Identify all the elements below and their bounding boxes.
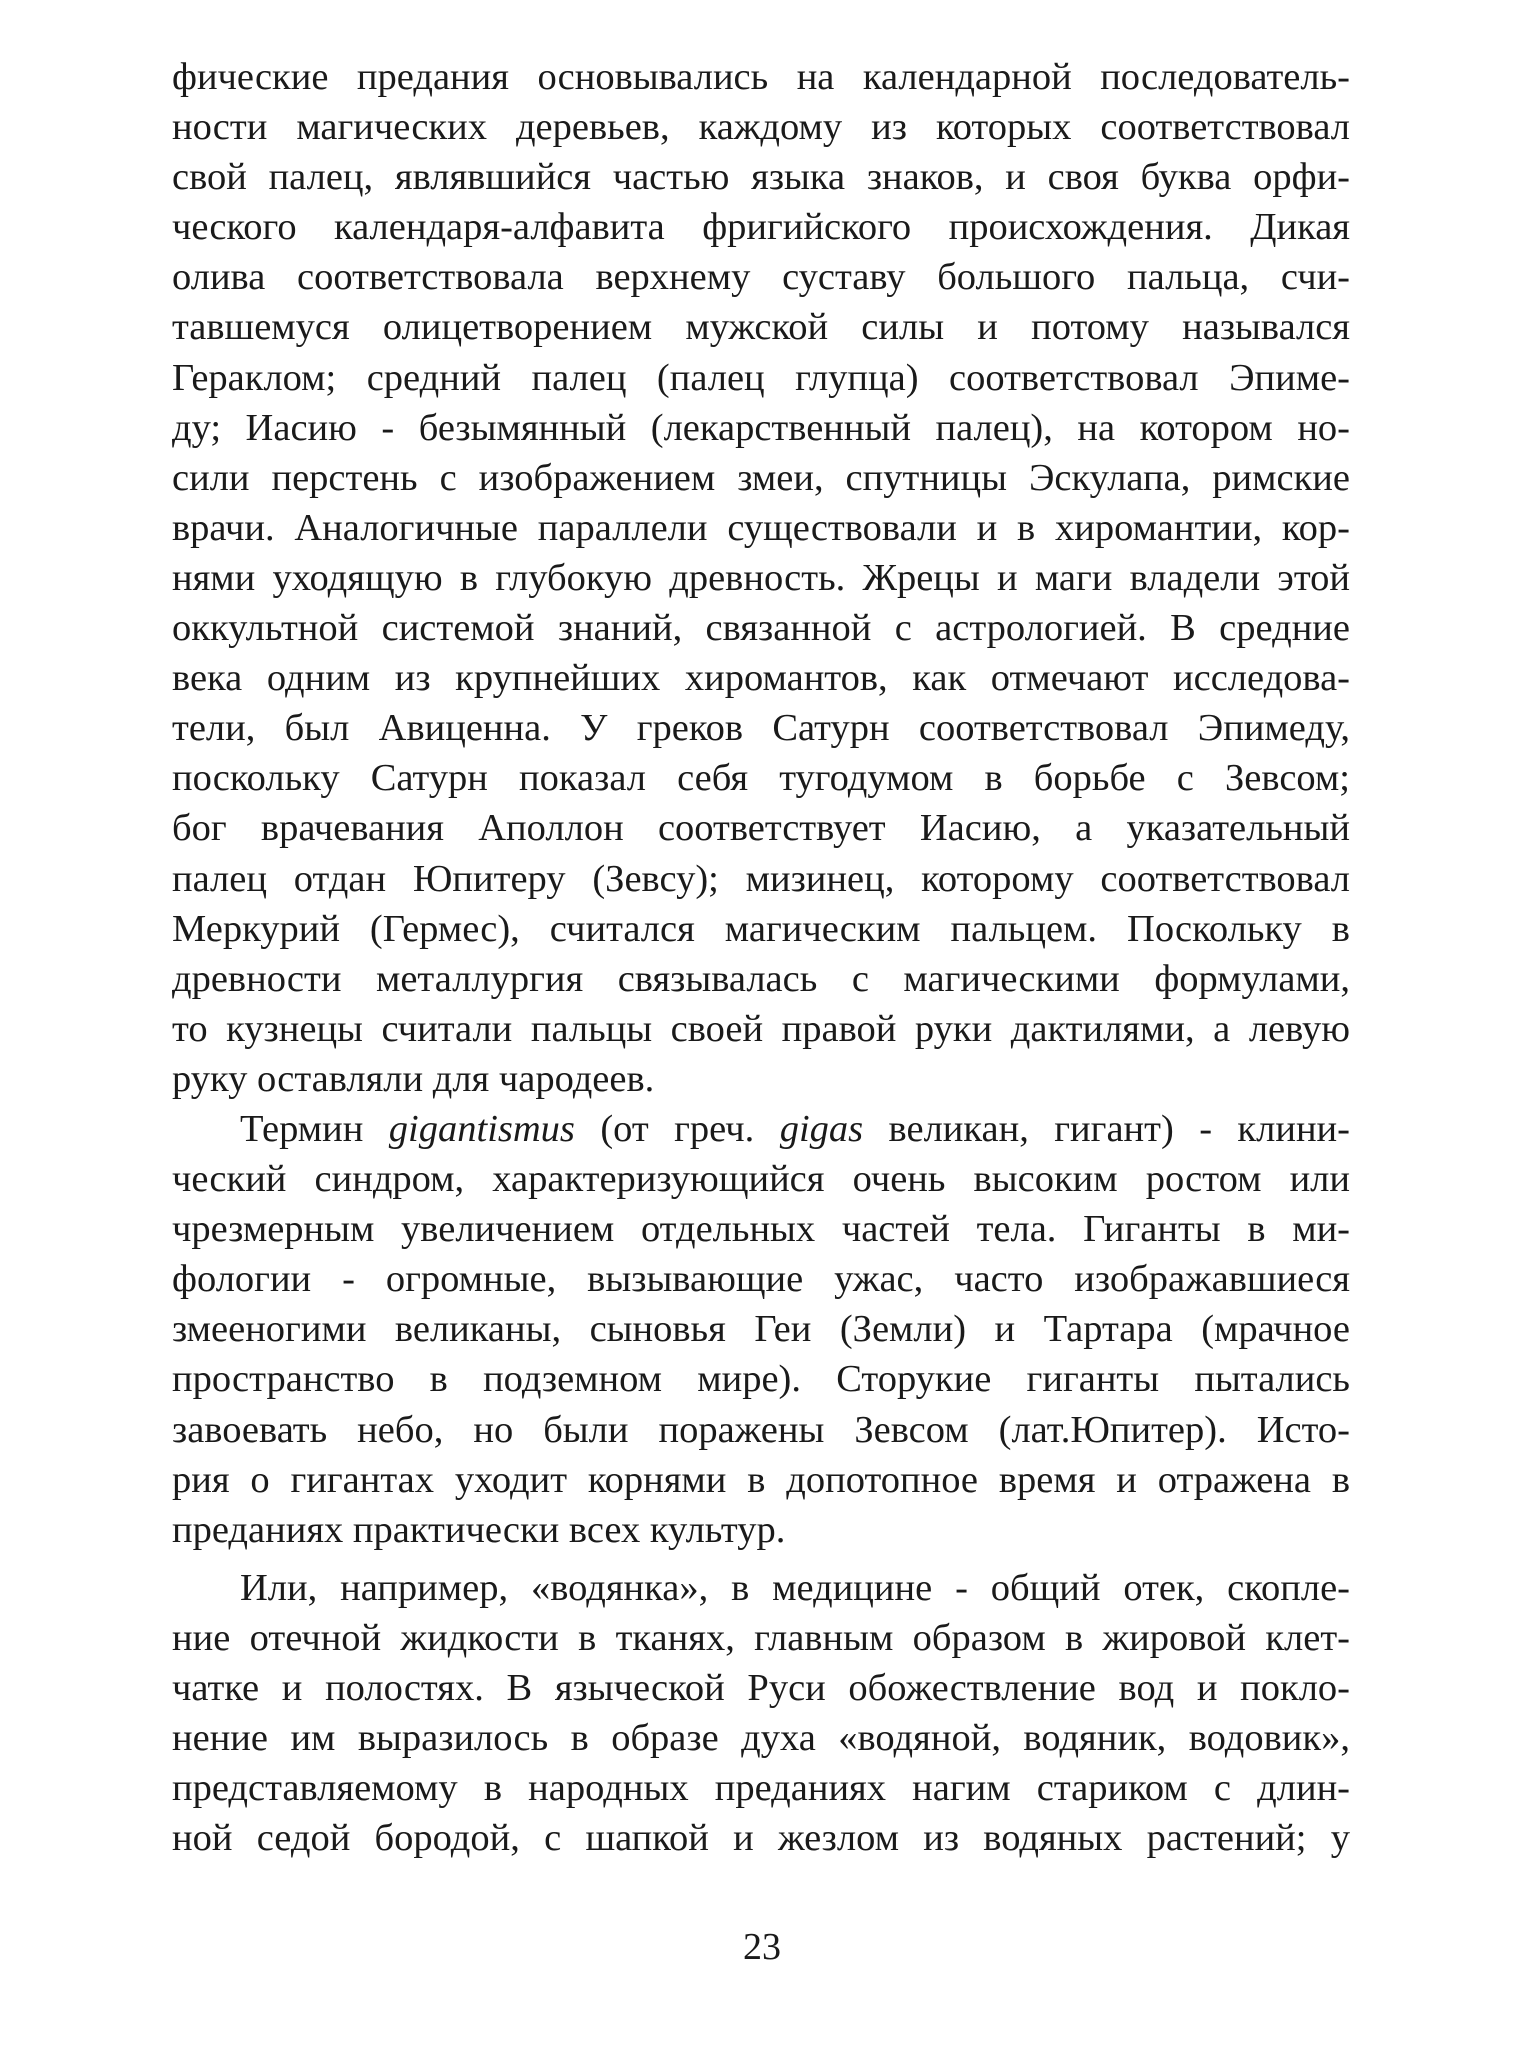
text-line: олива соответствовала верхнему суставу большого пальца, счи- <box>172 256 1350 299</box>
text-run: Термин <box>240 1107 389 1150</box>
text-line: фологии - огромные, вызывающие ужас, часто изображавшиеся <box>172 1258 1350 1301</box>
text-line: бог врачевания Аполлон соответствует Иасию, а указательный <box>172 807 1350 850</box>
text-line: завоевать небо, но были поражены Зевсом (лат.Юпитер). Исто- <box>172 1408 1350 1451</box>
text-line: сили перстень с изображением змеи, спутницы Эскулапа, римские <box>172 456 1350 499</box>
text-line: века одним из крупнейших хиромантов, как отмечают исследова- <box>172 657 1350 700</box>
text-line: то кузнецы считали пальцы своей правой руки дактилями, а левую <box>172 1007 1350 1050</box>
text-line: преданиях практически всех культур. <box>172 1508 786 1551</box>
text-line: Гераклом; средний палец (палец глупца) соответствовал Эпиме- <box>172 356 1350 399</box>
text-line: тавшемуся олицетворением мужской силы и потому назывался <box>172 306 1350 349</box>
text-run: великан, гигант) - клини- <box>863 1107 1350 1150</box>
paragraph-2 <box>172 1104 1350 1555</box>
text-line: руку оставляли для чародеев. <box>172 1057 655 1100</box>
text-line: оккультной системой знаний, связанной с астрологией. В средние <box>172 607 1350 650</box>
text-line: ние отечной жидкости в тканях, главным образом в жировой клет- <box>172 1616 1350 1659</box>
paragraph-spacer <box>172 1555 1350 1563</box>
text-line: древности металлургия связывалась с магическими формулами, <box>172 957 1350 1000</box>
body-text <box>172 52 1350 1863</box>
paragraph-3 <box>172 1563 1350 1864</box>
text-line: нение им выразилось в образе духа «водяной, водяник, водовик», <box>172 1717 1350 1760</box>
page-number: 23 <box>743 1926 781 1968</box>
text-line <box>172 1104 1350 1154</box>
text-line: ческий синдром, характеризующийся очень высоким ростом или <box>172 1158 1350 1201</box>
text-line: Меркурий (Гермес), считался магическим пальцем. Поскольку в <box>172 907 1350 950</box>
text-line: пространство в подземном мире). Сторукие гиганты пытались <box>172 1358 1350 1401</box>
text-line: рия о гигантах уходит корнями в допотопное время и отражена в <box>172 1458 1350 1501</box>
text-line: представляемому в народных преданиях нагим стариком с длин- <box>172 1767 1350 1810</box>
text-line: палец отдан Юпитеру (Зевсу); мизинец, которому соответствовал <box>172 857 1350 900</box>
text-line: ной седой бородой, с шапкой и жезлом из водяных растений; у <box>172 1817 1350 1860</box>
text-line: свой палец, являвшийся частью языка знаков, и своя буква орфи- <box>172 156 1350 199</box>
paragraph-1 <box>172 52 1350 1104</box>
text-line: ду; Иасию - безымянный (лекарственный палец), на котором но- <box>172 406 1350 449</box>
text-line: чрезмерным увеличением отдельных частей тела. Гиганты в ми- <box>172 1208 1350 1251</box>
text-line: тели, был Авиценна. У греков Сатурн соответствовал Эпимеду, <box>172 707 1350 750</box>
text-line: Или, например, «водянка», в медицине - общий отек, скопле- <box>240 1566 1350 1609</box>
latin-term: gigas <box>779 1107 864 1150</box>
text-line: врачи. Аналогичные параллели существовали и в хиромантии, кор- <box>172 506 1350 549</box>
text-line: поскольку Сатурн показал себя тугодумом в борьбе с Зевсом; <box>172 757 1350 800</box>
text-line: фические предания основывались на календарной последователь- <box>172 56 1350 98</box>
latin-term: gigantismus <box>388 1107 575 1150</box>
text-line: нями уходящую в глубокую древность. Жрецы и маги владели этой <box>172 556 1350 599</box>
text-line: чатке и полостях. В языческой Руси обожествление вод и покло- <box>172 1667 1350 1709</box>
text-line: ности магических деревьев, каждому из которых соответствовал <box>172 106 1350 149</box>
text-line: ческого календаря-алфавита фригийского происхождения. Дикая <box>172 206 1350 249</box>
text-run: (от греч. <box>574 1107 780 1150</box>
text-line: змееногими великаны, сыновья Геи (Земли) и Тартара (мрачное <box>172 1308 1350 1351</box>
